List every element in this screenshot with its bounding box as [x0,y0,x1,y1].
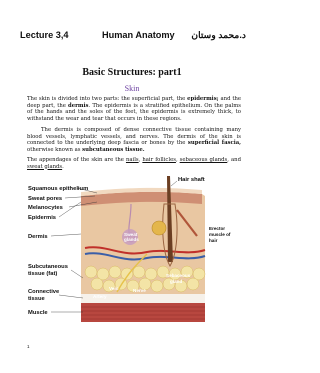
underlined-term: sweat glands [27,163,63,170]
course-title: Human Anatomy [102,30,175,40]
text-run: and the deep part, the [27,96,241,109]
label-connective-line1: Connective [28,289,60,295]
lecture-label: Lecture 3,4 [20,30,69,40]
text-run: The dermis is composed of dense connective tissue containing many blood vessels, lymphatic vessels, and nerves. The dermis of the skin is connected to the underlying deep fascia or bones by the [27,127,241,147]
label-sweat-glands-line2: glands [124,237,139,242]
page-header [20,30,246,42]
text-run: , [175,157,180,163]
text-run: The appendages of the skin are the [27,157,126,163]
section-heading: Skin [124,84,140,93]
paragraph-appendages [27,157,241,170]
label-connective-line2: tissue [28,296,45,302]
label-epidermis: Epidermis [28,215,57,221]
label-dermis: Dermis [28,234,48,240]
page-number: 1 [27,344,30,349]
text-run: , and [227,157,241,163]
text-run: otherwise known as [27,146,83,153]
underlined-term: nails [125,157,139,163]
label-erector-line1: Erector [209,226,226,231]
bold-term: epidermis; [187,96,219,102]
label-vein: Vein [109,286,119,291]
label-subcutaneous-line2: tissue (fat) [28,271,58,277]
text-run: The skin is divided into two parts: the superficial part, the [27,96,188,102]
label-nerve: Nerve [133,288,146,293]
label-sweat-glands-line1: Sweat [124,232,138,237]
bold-term: subcutaneous tissue. [82,146,145,153]
label-sebaceous-line2: gland [170,279,183,284]
label-erector-line2: muscle of [209,232,231,237]
label-erector-line3: hair [209,238,218,243]
underlined-term: hair follicles [142,157,176,163]
label-melanocytes: Melanocytes [28,205,63,211]
label-muscle: Muscle [28,310,48,316]
label-subcutaneous-line1: Subcutaneous [28,264,68,270]
text-run: , [138,157,143,163]
page-title: Basic Structures: part1 [82,67,182,78]
text-run: . [62,163,64,170]
underlined-term: sebaceous glands [179,157,228,163]
label-squamous-epithelium: Squamous epithelium [28,186,89,192]
label-sweat-pores: Sweat pores [28,196,63,202]
skin-cross-section-figure [27,174,237,322]
author-name: د.محمد وستان [191,30,246,40]
sebaceous-gland [152,221,166,235]
label-artery: Artery [93,294,107,299]
label-hair-shaft: Hair shaft [178,177,205,183]
bold-term: dermis [68,102,89,109]
paragraph-epidermis-dermis [27,96,241,122]
bold-term: superficial fascia, [187,140,241,147]
leader-hair-shaft [171,181,177,186]
label-sebaceous-line1: Sebaceous [166,273,191,278]
text-run: . The epidermis is a stratified epithelium. On the palms of the hands and the soles of the feet, the epidermis is extremely thick, to withstand the wear and tear that occurs in these regions. [27,102,241,122]
paragraph-dermis-detail [27,127,241,153]
